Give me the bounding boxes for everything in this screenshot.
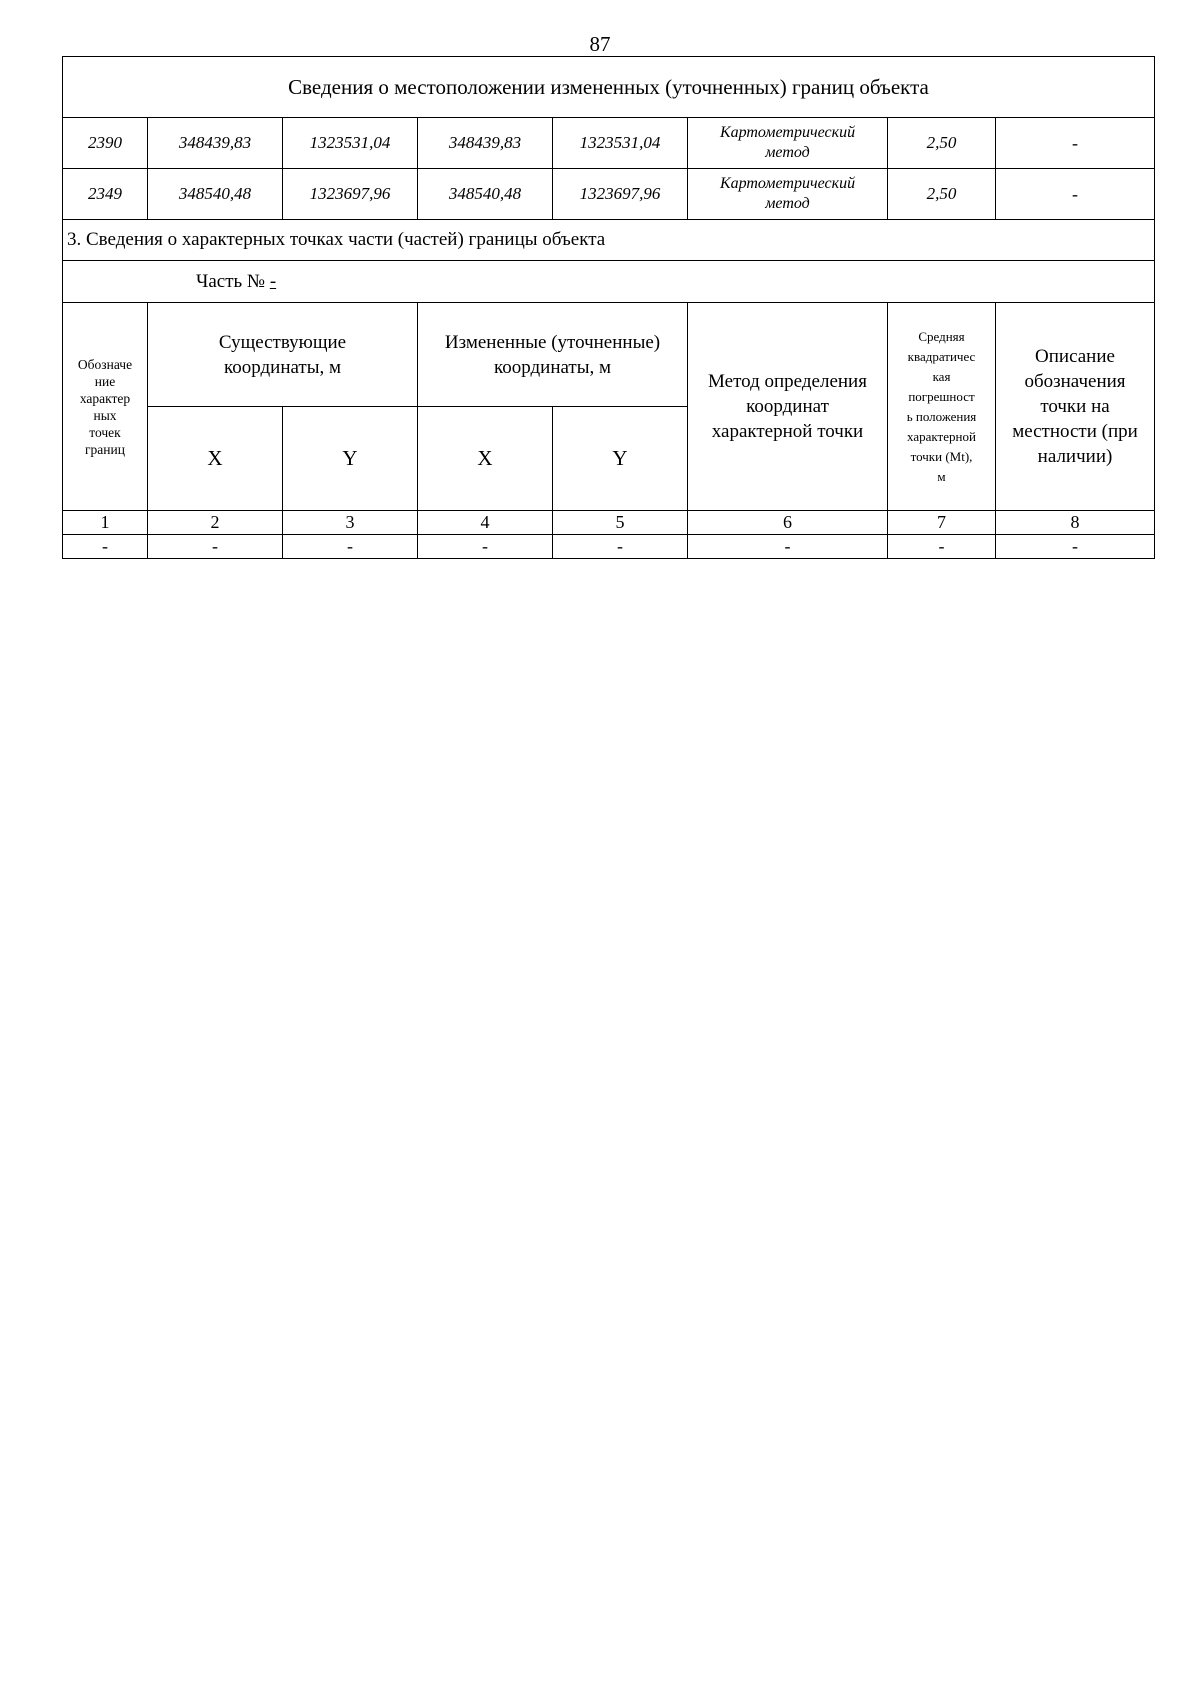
- column-numbers-row: [63, 511, 1155, 535]
- accuracy-value: 2,50: [888, 169, 996, 220]
- header-method: Метод определения координат характерной точки: [688, 303, 888, 511]
- empty-cell: -: [553, 535, 688, 559]
- column-number: 7: [888, 511, 996, 535]
- part-label: Часть №: [196, 270, 266, 292]
- part-value: -: [269, 270, 277, 292]
- empty-cell: -: [418, 535, 553, 559]
- changed-y: 1323697,96: [553, 169, 688, 220]
- header-changed-x: X: [418, 407, 553, 511]
- header-existing-x: X: [148, 407, 283, 511]
- point-id: 2349: [63, 169, 148, 220]
- changed-x: 348540,48: [418, 169, 553, 220]
- column-number: 3: [283, 511, 418, 535]
- existing-y: 1323697,96: [283, 169, 418, 220]
- empty-cell: -: [888, 535, 996, 559]
- point-id: 2390: [63, 118, 148, 169]
- column-number: 8: [996, 511, 1155, 535]
- method-line: метод: [765, 144, 810, 161]
- empty-cell: -: [148, 535, 283, 559]
- empty-cell: -: [996, 535, 1155, 559]
- table-row: [63, 118, 1155, 169]
- method-line: Картометрический: [719, 124, 856, 141]
- part-number-row: [63, 261, 1155, 303]
- method-cell: [688, 118, 888, 169]
- description-value: -: [996, 118, 1155, 169]
- column-number: 6: [688, 511, 888, 535]
- boundary-points-table: [62, 56, 1155, 559]
- page-number: 87: [589, 32, 611, 56]
- column-number: 2: [148, 511, 283, 535]
- changed-x: 348439,83: [418, 118, 553, 169]
- header-description: Описание обозначения точки на местности (при наличии): [996, 303, 1155, 511]
- existing-y: 1323531,04: [283, 118, 418, 169]
- description-value: -: [996, 169, 1155, 220]
- empty-cell: -: [688, 535, 888, 559]
- section-3-title: 3. Сведения о характерных точках части (частей) границы объекта: [63, 220, 1155, 261]
- header-changed-y: Y: [553, 407, 688, 511]
- header-point-designation: Обозначе ние характер ных точек границ: [63, 303, 148, 511]
- column-number: 4: [418, 511, 553, 535]
- table-row: [63, 169, 1155, 220]
- existing-x: 348439,83: [148, 118, 283, 169]
- changed-y: 1323531,04: [553, 118, 688, 169]
- column-number: 1: [63, 511, 148, 535]
- header-existing-coordinates: Существующие координаты, м: [148, 303, 418, 407]
- method-cell: [688, 169, 888, 220]
- empty-cell: -: [63, 535, 148, 559]
- method-line: Картометрический: [719, 175, 856, 192]
- header-changed-coordinates: Измененные (уточненные) координаты, м: [418, 303, 688, 407]
- accuracy-value: 2,50: [888, 118, 996, 169]
- header-existing-y: Y: [283, 407, 418, 511]
- existing-x: 348540,48: [148, 169, 283, 220]
- table-title: Сведения о местоположении измененных (уточненных) границ объекта: [63, 57, 1155, 118]
- method-line: метод: [765, 195, 810, 212]
- column-number: 5: [553, 511, 688, 535]
- table-row: [63, 535, 1155, 559]
- header-accuracy: Средняя квадратичес кая погрешност ь положения характерной точки (Mt), м: [888, 303, 996, 511]
- empty-cell: -: [283, 535, 418, 559]
